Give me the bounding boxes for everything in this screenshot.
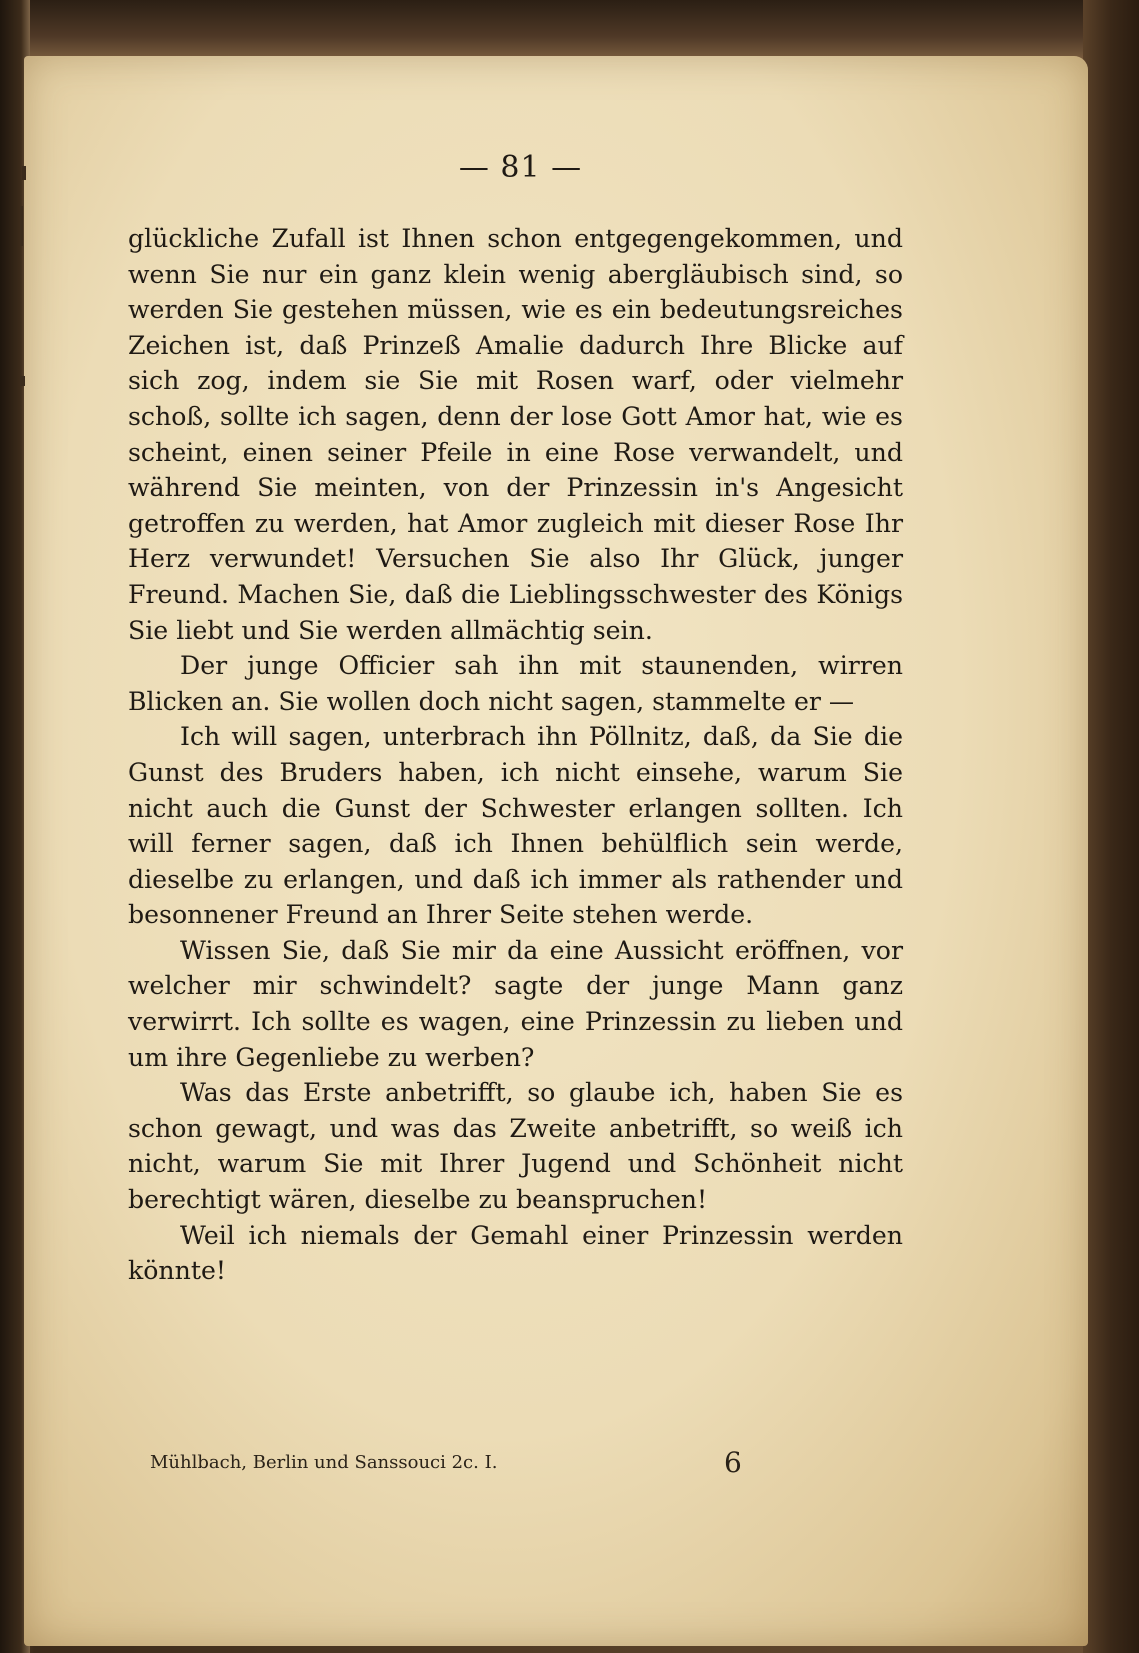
paragraph: Ich will sagen, unterbrach ihn Pöllnitz, daß, da Sie die Gunst des Bruders haben, ich nicht einsehe, warum Sie nicht auch die Gunst der Schwester erlangen sollten. Ich will ferner sagen, daß ich Ihnen behülflich sein werde, dieselbe zu erlangen, und daß ich immer als rathender und besonnener Freund an Ihrer Seite stehen werde. [128,722,903,930]
paragraph: Was das Erste anbetrifft, so glaube ich, haben Sie es schon gewagt, und was das Zweite anbetrifft, so weiß ich nicht, warum Sie mit Ihrer Jugend und Schönheit nicht berechtigt wären, dieselbe zu beanspruchen! [128,1078,903,1215]
gutter-tick-mark [20,376,25,386]
signature-mark: 6 [724,1446,742,1479]
paragraph: Wissen Sie, daß Sie mir da eine Aussicht eröffnen, vor welcher mir schwindelt? sagte der junge Mann ganz verwirrt. Ich sollte es wagen, eine Prinzessin zu lieben und um ihre Gegenliebe zu werben? [128,935,903,1072]
page-text-block [128,150,903,1289]
paragraph: Weil ich niemals der Gemahl einer Prinzessin werden könnte! [128,1220,903,1286]
gutter-tick-mark [22,166,26,180]
paragraph: Der junge Officier sah ihn mit staunenden, wirren Blicken an. Sie wollen doch nicht sagen, stammelte er — [128,651,903,716]
gutter-tick-mark [20,206,23,246]
running-footer-title: Mühlbach, Berlin und Sanssouci 2c. I. [150,1452,498,1473]
book-cover-top-edge [0,0,1139,60]
paragraph: glückliche Zufall ist Ihnen schon entgegengekommen, und wenn Sie nur ein ganz klein wenig abergläubisch sind, so werden Sie gestehen müssen, wie es ein bedeutungsreiches Zeichen ist, daß Prinzeß Amalie dadurch Ihre Blicke auf sich zog, indem sie Sie mit Rosen warf, oder vielmehr schoß, sollte ich sagen, denn der lose Gott Amor hat, wie es scheint, einen seiner Pfeile in eine Rose verwandelt, und während Sie meinten, von der Prinzessin in's Angesicht getroffen zu werden, hat Amor zugleich mit dieser Rose Ihr Herz verwundet! Versuchen Sie also Ihr Glück, junger Freund. Machen Sie, daß die Lieblingsschwester des Königs Sie liebt und Sie werden allmächtig sein. [128,224,903,645]
page-number-header: — 81 — [458,150,583,185]
book-cover-right-edge [1083,0,1139,1653]
